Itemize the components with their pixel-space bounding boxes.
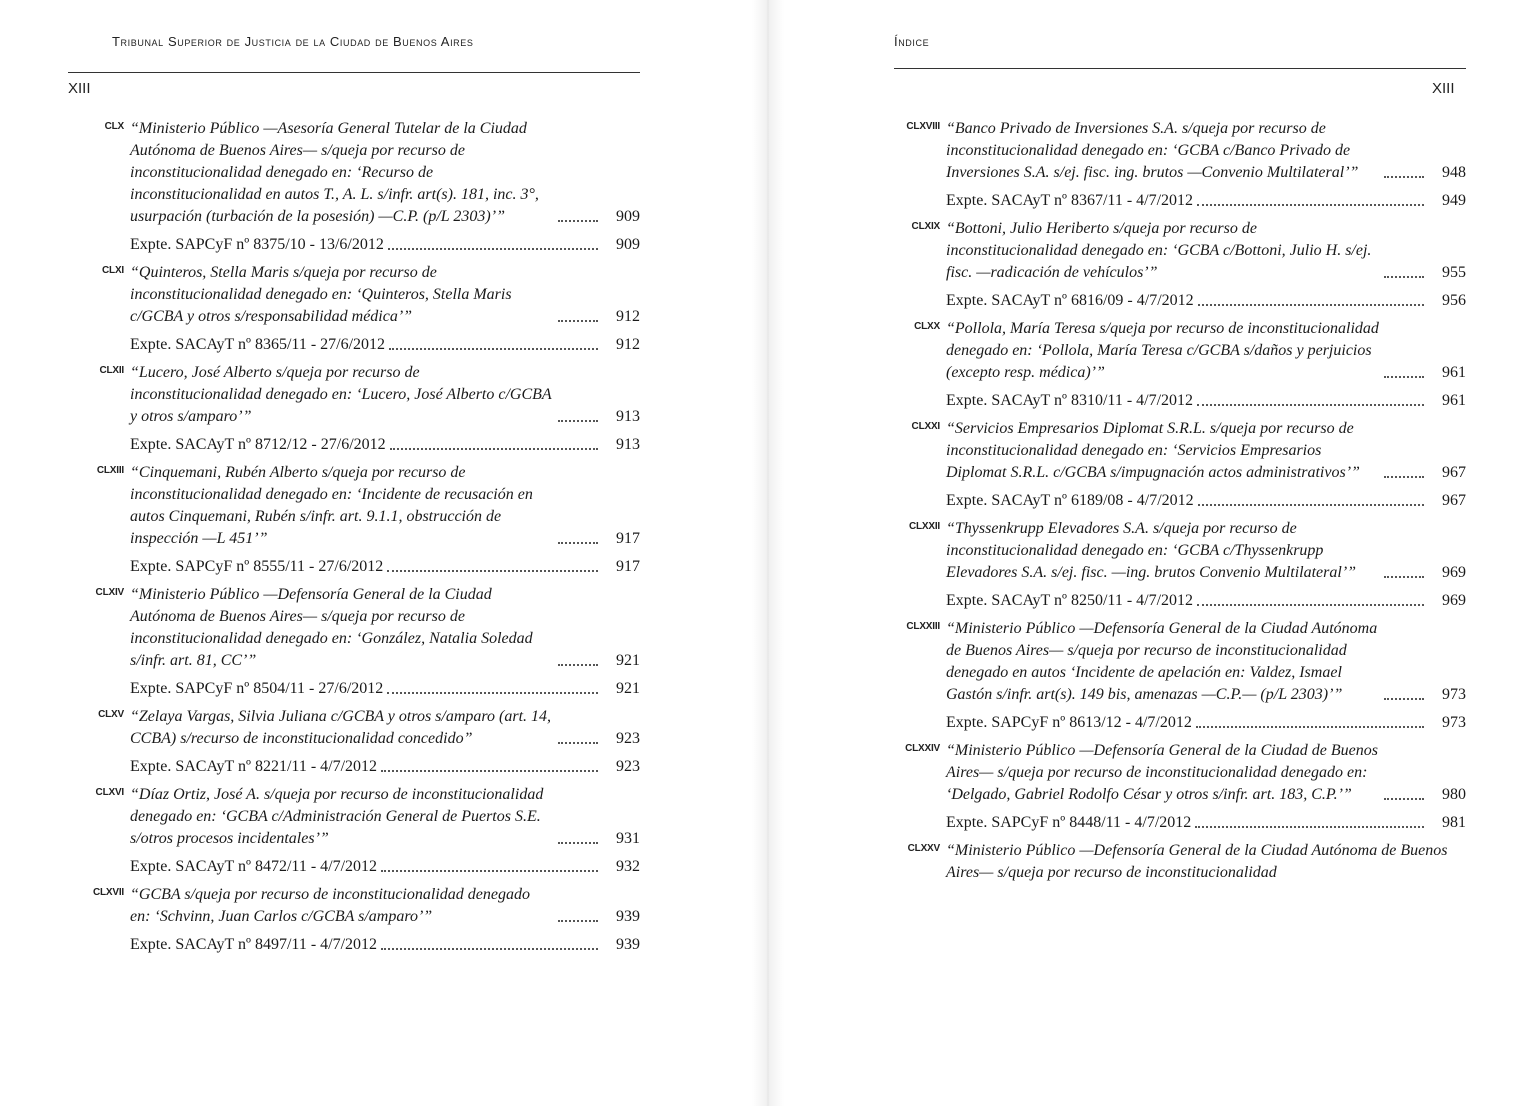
index-entry <box>84 262 640 356</box>
expte-reference: Expte. SACAyT nº 6189/08 - 4/7/2012 <box>946 492 1194 509</box>
entry-heading <box>900 318 1466 384</box>
entry-numeral: CLXVIII <box>906 121 940 132</box>
dot-leader <box>390 448 598 450</box>
dot-leader <box>558 420 598 422</box>
page-number: 967 <box>1442 492 1466 509</box>
entry-numeral: CLXVI <box>95 787 124 798</box>
expte-row <box>946 590 1466 612</box>
entry-numeral: CLXIV <box>95 587 124 598</box>
page-number: 923 <box>616 758 640 775</box>
entry-title-wrap <box>946 618 1380 706</box>
index-entry <box>900 418 1466 512</box>
entry-numeral: CLXV <box>98 709 124 720</box>
entry-numeral: CLXXI <box>911 421 940 432</box>
entry-title-row <box>946 518 1466 584</box>
entry-title-wrap <box>946 318 1380 384</box>
entry-numeral: CLXXIV <box>905 743 940 754</box>
expte-reference: Expte. SAPCyF nº 8504/11 - 27/6/2012 <box>130 680 384 697</box>
expte-reference: Expte. SACAyT nº 8310/11 - 4/7/2012 <box>946 392 1194 409</box>
entry-title: “Ministerio Público —Defensoría General de la Ciudad Autónoma de Buenos Aires— s/queja por recurso de inconstitucionalidad <box>946 842 1448 881</box>
entry-title: “Quinteros, Stella Maris s/queja por recurso de inconstitucionalidad denegado en: ‘Quinteros, Stella Maris c/GCBA y otros s/responsabilidad médica’” <box>130 264 512 325</box>
index-entries <box>900 118 1466 890</box>
index-entry <box>84 584 640 700</box>
index-entry <box>900 518 1466 612</box>
page-number: 932 <box>616 858 640 875</box>
dot-leader <box>1195 826 1424 828</box>
page-number: 913 <box>616 436 640 453</box>
page-number: 948 <box>1442 164 1466 181</box>
page-number: 939 <box>616 936 640 953</box>
dot-leader <box>1384 798 1424 800</box>
entry-title-wrap <box>130 118 554 228</box>
dot-leader <box>381 770 598 772</box>
page-number: 969 <box>1442 564 1466 581</box>
entry-title-wrap <box>130 462 554 550</box>
page-number: 969 <box>1442 592 1466 609</box>
page-number: 909 <box>616 236 640 253</box>
entry-title-wrap <box>130 362 554 428</box>
expte-reference: Expte. SAPCyF nº 8375/10 - 13/6/2012 <box>130 236 384 253</box>
page-number: 912 <box>616 336 640 353</box>
entry-title-row <box>130 706 640 750</box>
running-head: Índice <box>894 34 930 49</box>
dot-leader <box>387 692 598 694</box>
expte-row <box>130 434 640 456</box>
entry-title-wrap <box>130 706 554 750</box>
entry-title: “Lucero, José Alberto s/queja por recurso de inconstitucionalidad denegado en: ‘Lucero, José Alberto c/GCBA y otros s/amparo’” <box>130 364 552 425</box>
entry-title: “Thyssenkrupp Elevadores S.A. s/queja por recurso de inconstitucionalidad denegado en: ‘GCBA c/Thyssenkrupp Elevadores S.A. s/ej. fisc. —ing. brutos Convenio Multilateral’” <box>946 520 1357 581</box>
entry-title-row <box>130 784 640 850</box>
entry-heading <box>900 118 1466 184</box>
page-number: 973 <box>1442 686 1466 703</box>
entry-title-wrap <box>946 218 1380 284</box>
entry-title-wrap <box>946 840 1466 884</box>
entry-title-row <box>946 418 1466 484</box>
right-page <box>768 0 1536 1106</box>
dot-leader <box>1384 276 1424 278</box>
expte-reference: Expte. SAPCyF nº 8448/11 - 4/7/2012 <box>946 814 1192 831</box>
dot-leader <box>1198 304 1424 306</box>
index-entry <box>84 784 640 878</box>
entry-title-row <box>130 262 640 328</box>
expte-reference: Expte. SACAyT nº 8365/11 - 27/6/2012 <box>130 336 386 353</box>
page-number: 967 <box>1442 464 1466 481</box>
entry-heading <box>900 418 1466 484</box>
entry-heading <box>900 618 1466 706</box>
dot-leader <box>1197 404 1424 406</box>
index-entry <box>84 462 640 578</box>
index-entry <box>900 618 1466 734</box>
dot-leader <box>558 220 598 222</box>
page-number: 917 <box>616 558 640 575</box>
dot-leader <box>1197 604 1424 606</box>
entry-heading <box>84 884 640 928</box>
entry-heading <box>84 362 640 428</box>
page-number: 961 <box>1442 392 1466 409</box>
expte-reference: Expte. SACAyT nº 6816/09 - 4/7/2012 <box>946 292 1194 309</box>
expte-row <box>946 490 1466 512</box>
dot-leader <box>1384 576 1424 578</box>
expte-row <box>946 812 1466 834</box>
entry-numeral: CLXII <box>99 365 124 376</box>
index-entry <box>900 740 1466 834</box>
running-head: Tribunal Superior de Justicia de la Ciudad de Buenos Aires <box>112 34 474 49</box>
entry-heading <box>900 840 1466 884</box>
index-entry <box>84 706 640 778</box>
page-number: 981 <box>1442 814 1466 831</box>
entry-title-wrap <box>946 418 1380 484</box>
entry-title-row <box>946 740 1466 806</box>
page-number: 909 <box>616 208 640 225</box>
entry-numeral: CLXIII <box>96 465 124 476</box>
page-number: 939 <box>616 908 640 925</box>
entry-title-wrap <box>130 784 554 850</box>
entry-title-row <box>946 218 1466 284</box>
entry-title-wrap <box>130 584 554 672</box>
dot-leader <box>1384 698 1424 700</box>
page-number: 913 <box>616 408 640 425</box>
expte-row <box>130 934 640 956</box>
dot-leader <box>1197 204 1424 206</box>
entry-heading <box>84 262 640 328</box>
index-entry <box>900 318 1466 412</box>
folio: XIII <box>68 80 91 97</box>
expte-reference: Expte. SACAyT nº 8367/11 - 4/7/2012 <box>946 192 1194 209</box>
entry-title: “GCBA s/queja por recurso de inconstitucionalidad denegado en: ‘Schvinn, Juan Carlos c/GCBA s/amparo’” <box>130 886 530 925</box>
entry-title: “Bottoni, Julio Heriberto s/queja por recurso de inconstitucionalidad denegado en: ‘GCBA c/Bottoni, Julio H. s/ej. fisc. —radicación de vehículos’” <box>946 220 1372 281</box>
entry-title: “Pollola, María Teresa s/queja por recurso de inconstitucionalidad denegado en: ‘Pollola, María Teresa c/GCBA s/daños y perjuicios (excepto resp. médica)’” <box>946 320 1379 381</box>
expte-reference: Expte. SACAyT nº 8497/11 - 4/7/2012 <box>130 936 378 953</box>
index-entry <box>900 840 1466 884</box>
expte-reference: Expte. SAPCyF nº 8555/11 - 27/6/2012 <box>130 558 384 575</box>
dot-leader <box>1384 476 1424 478</box>
entry-title: “Díaz Ortiz, José A. s/queja por recurso de inconstitucionalidad denegado en: ‘GCBA c/Administración General de Puertos S.E. s/otros procesos incidentales’” <box>130 786 544 847</box>
entry-title-row <box>130 584 640 672</box>
entry-title-wrap <box>946 740 1380 806</box>
index-entry <box>900 218 1466 312</box>
dot-leader <box>558 320 598 322</box>
entry-heading <box>900 218 1466 284</box>
dot-leader <box>558 664 598 666</box>
entry-title: “Ministerio Público —Asesoría General Tutelar de la Ciudad Autónoma de Buenos Aires— s/queja por recurso de inconstitucionalidad denegado en: ‘Recurso de inconstitucionalidad en autos T., A. L. s/infr. art(s). 181, inc. 3°, usurpación (turbación de la posesión) —C.P. (p/L 2303)’” <box>130 120 539 225</box>
index-entries <box>84 118 640 962</box>
entry-title-wrap <box>946 118 1380 184</box>
expte-reference: Expte. SACAyT nº 8712/12 - 27/6/2012 <box>130 436 386 453</box>
dot-leader <box>558 742 598 744</box>
entry-numeral: CLXXV <box>907 843 940 854</box>
expte-row <box>130 756 640 778</box>
index-entry <box>84 884 640 956</box>
entry-numeral: CLXXIII <box>906 621 940 632</box>
expte-row <box>946 390 1466 412</box>
entry-title: “Zelaya Vargas, Silvia Juliana c/GCBA y otros s/amparo (art. 14, CCBA) s/recurso de inconstitucionalidad concedido” <box>130 708 552 747</box>
index-entry <box>900 118 1466 212</box>
expte-row <box>946 190 1466 212</box>
page-number: 921 <box>616 680 640 697</box>
entry-numeral: CLXXII <box>908 521 940 532</box>
entry-heading <box>84 784 640 850</box>
page-number: 955 <box>1442 264 1466 281</box>
dot-leader <box>381 948 598 950</box>
expte-reference: Expte. SACAyT nº 8472/11 - 4/7/2012 <box>130 858 378 875</box>
entry-title: “Cinquemani, Rubén Alberto s/queja por recurso de inconstitucionalidad denegado en: ‘Incidente de recusación en autos Cinquemani, Rubén s/infr. art. 9.1.1, obstrucción de inspección —L 451’” <box>130 464 533 547</box>
entry-title-row <box>946 318 1466 384</box>
expte-row <box>130 334 640 356</box>
entry-title-row <box>946 118 1466 184</box>
expte-row <box>130 856 640 878</box>
dot-leader <box>381 870 598 872</box>
entry-title-row <box>130 884 640 928</box>
entry-title-wrap <box>130 262 554 328</box>
entry-title-row <box>946 840 1466 884</box>
entry-numeral: CLX <box>104 121 124 132</box>
entry-title-row <box>130 118 640 228</box>
folio: XIII <box>1432 80 1455 97</box>
expte-reference: Expte. SAPCyF nº 8613/12 - 4/7/2012 <box>946 714 1192 731</box>
header-rule <box>68 72 640 74</box>
entry-numeral: CLXIX <box>911 221 940 232</box>
entry-numeral: CLXI <box>102 265 124 276</box>
page-number: 917 <box>616 530 640 547</box>
entry-title-row <box>130 462 640 550</box>
entry-heading <box>84 584 640 672</box>
entry-heading <box>900 518 1466 584</box>
entry-title-wrap <box>946 518 1380 584</box>
entry-title: “Banco Privado de Inversiones S.A. s/queja por recurso de inconstitucionalidad denegado en: ‘GCBA c/Banco Privado de Inversiones S.A. s/ej. fisc. ing. brutos —Convenio Multilateral’” <box>946 120 1359 181</box>
dot-leader <box>558 920 598 922</box>
entry-title-row <box>946 618 1466 706</box>
header-rule <box>894 68 1466 70</box>
expte-reference: Expte. SACAyT nº 8221/11 - 4/7/2012 <box>130 758 378 775</box>
expte-row <box>130 556 640 578</box>
page-number: 961 <box>1442 364 1466 381</box>
entry-numeral: CLXX <box>914 321 940 332</box>
page-number: 956 <box>1442 292 1466 309</box>
page-number: 912 <box>616 308 640 325</box>
page-number: 949 <box>1442 192 1466 209</box>
expte-reference: Expte. SACAyT nº 8250/11 - 4/7/2012 <box>946 592 1194 609</box>
entry-title-row <box>130 362 640 428</box>
page-number: 931 <box>616 830 640 847</box>
dot-leader <box>1384 376 1424 378</box>
page-number: 980 <box>1442 786 1466 803</box>
dot-leader <box>1198 504 1424 506</box>
index-entry <box>84 118 640 256</box>
index-entry <box>84 362 640 456</box>
page-number: 973 <box>1442 714 1466 731</box>
dot-leader <box>558 842 598 844</box>
entry-title: “Ministerio Público —Defensoría General de la Ciudad Autónoma de Buenos Aires— s/queja por recurso de inconstitucionalidad denegado en: ‘González, Natalia Soledad s/infr. art. 81, CC’” <box>130 586 533 669</box>
expte-row <box>130 678 640 700</box>
entry-title: “Servicios Empresarios Diplomat S.R.L. s/queja por recurso de inconstitucionalidad denegado en: ‘Servicios Empresarios Diplomat S.R.L. c/GCBA s/impugnación actos administrativos’” <box>946 420 1360 481</box>
expte-row <box>130 234 640 256</box>
dot-leader <box>1384 176 1424 178</box>
page-number: 921 <box>616 652 640 669</box>
expte-row <box>946 290 1466 312</box>
dot-leader <box>558 542 598 544</box>
entry-heading <box>84 118 640 228</box>
entry-heading <box>84 462 640 550</box>
entry-heading <box>900 740 1466 806</box>
entry-title: “Ministerio Público —Defensoría General de la Ciudad Autónoma de Buenos Aires— s/queja por recurso de inconstitucionalidad denegado en autos ‘Incidente de apelación en: Valdez, Ismael Gastón s/infr. art(s). 149 bis, amenazas —C.P.— (p/L 2303)’” <box>946 620 1378 703</box>
dot-leader <box>387 570 598 572</box>
dot-leader <box>388 248 598 250</box>
entry-title-wrap <box>130 884 554 928</box>
entry-heading <box>84 706 640 750</box>
entry-numeral: CLXVII <box>92 887 124 898</box>
dot-leader <box>389 348 598 350</box>
entry-title: “Ministerio Público —Defensoría General de la Ciudad de Buenos Aires— s/queja por recurso de inconstitucionalidad denegado en: ‘Delgado, Gabriel Rodolfo César y otros s/infr. art. 183, C.P.’” <box>946 742 1378 803</box>
dot-leader <box>1196 726 1424 728</box>
page-number: 923 <box>616 730 640 747</box>
expte-row <box>946 712 1466 734</box>
